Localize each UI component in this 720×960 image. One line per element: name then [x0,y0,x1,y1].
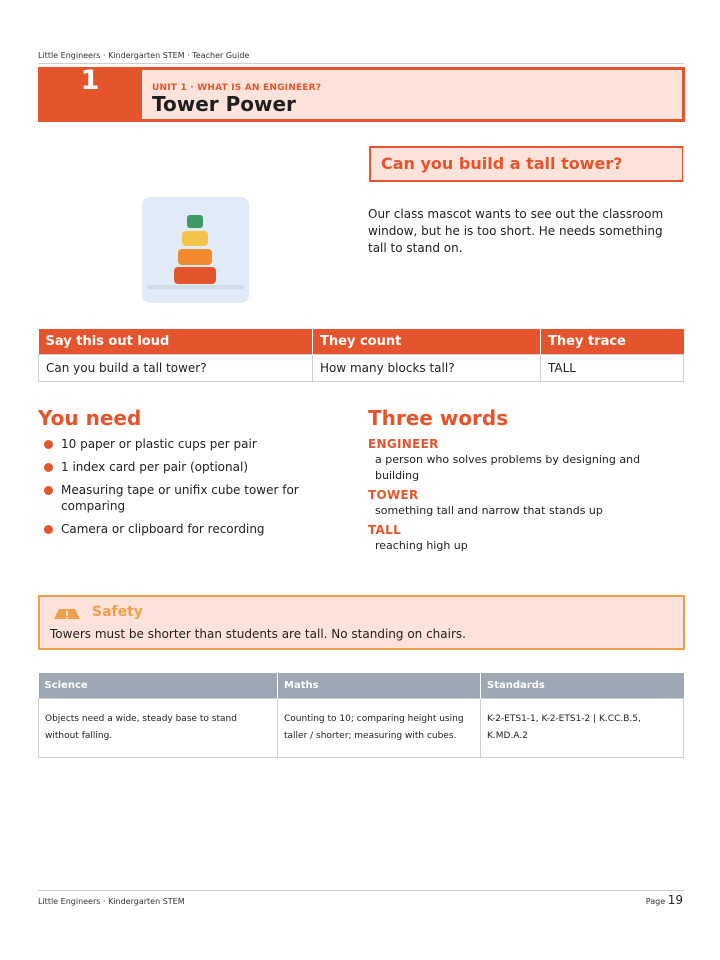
question-text: Can you build a tall tower? [381,154,623,173]
curriculum-links-table [38,673,684,758]
three-words-heading: Three words [368,406,509,430]
page-number-value: 19 [667,893,683,907]
table-cell: Counting to 10; comparing height using taller / shorter; measuring with cubes. [278,698,481,757]
footer-rule [38,890,684,891]
say-table-header-row [39,329,684,354]
tower-block-2 [182,231,208,246]
say-table [38,329,684,382]
header-rule [38,63,684,64]
list-item: Camera or clipboard for recording [44,521,334,537]
page-label: Page [645,897,666,906]
warning-icon [53,605,81,624]
unit-number: 1 [80,65,100,96]
tower-base-shadow [147,285,244,289]
safety-text: Towers must be shorter than students are tall. No standing on chairs. [50,627,466,641]
page-title: Tower Power [152,92,296,116]
tower-block-4 [174,267,216,284]
vocab-definition: a person who solves problems by designing and building [375,453,641,482]
table-cell: How many blocks tall? [313,354,541,381]
links-table-header: Standards [481,673,684,698]
unit-kicker: UNIT 1 · WHAT IS AN ENGINEER? [152,83,322,93]
vocab-term: TALL [368,523,402,537]
list-item: 1 index card per pair (optional) [44,459,334,475]
question-box [369,146,683,182]
page-number [646,893,683,907]
say-table-header: They count [313,329,541,354]
vocab-term: ENGINEER [368,437,439,451]
table-row [39,354,684,381]
unit-title-panel [142,70,682,119]
links-table-header: Science [39,673,278,698]
running-head: Little Engineers · Kindergarten STEM · Teacher Guide [38,51,250,60]
list-item: 10 paper or plastic cups per pair [44,436,334,452]
tower-block-3 [178,249,212,265]
safety-title: Safety [92,604,143,620]
links-table-header: Maths [278,673,481,698]
story-text: Our class mascot wants to see out the classroom window, but he is too short. He needs something tall to stand on. [368,207,664,255]
list-item: Measuring tape or unifix cube tower for comparing [44,482,334,514]
table-cell: Objects need a wide, steady base to stand without falling. [39,698,278,757]
table-cell: TALL [541,354,684,381]
safety-callout [38,595,685,650]
footer-title: Little Engineers · Kindergarten STEM [38,897,185,906]
table-row [39,698,684,757]
materials-list [44,436,334,544]
vocab-definition: something tall and narrow that stands up [375,504,603,517]
vocab-term: TOWER [368,488,419,502]
table-cell: K-2-ETS1-1, K-2-ETS1-2 | K.CC.B.5, K.MD.A.2 [481,698,684,757]
say-table-header: Say this out loud [39,329,313,354]
you-need-heading: You need [38,406,142,430]
vocab-definition: reaching high up [375,539,468,552]
unit-banner [38,67,685,122]
block-tower-icon [142,197,249,303]
links-table-header-row [39,673,684,698]
say-table-header: They trace [541,329,684,354]
table-cell: Can you build a tall tower? [39,354,313,381]
tower-block-1 [187,215,203,228]
vocabulary-list [368,437,668,558]
